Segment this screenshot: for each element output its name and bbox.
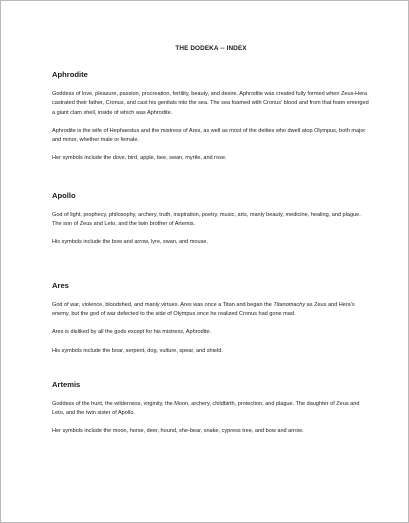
section-apollo (52, 191, 370, 248)
section-heading: Ares (52, 280, 69, 290)
document-title: THE DODEKA -- INDEX (175, 45, 247, 52)
paragraph: Her symbols include the moon, horse, deer, hound, she-bear, snake, cypress tree, and bow and arrow. (52, 428, 304, 435)
italic-term: Titanomachy (273, 301, 306, 308)
section-ares (52, 281, 370, 356)
paragraph: Her symbols include the dove, bird, apple, bee, swan, myrtle, and rose. (52, 155, 227, 162)
paragraph: Goddess of love, pleasure, passion, procreation, fertility, beauty, and desire. Aphrodite was created fully formed when Zeus-Hera castrated their father, Cronus, and cast his genitals into the sea. The sea foamed with Cronus' blood and from that foam emerged a giant clam shell, inside of which was Aphrodite. (52, 91, 369, 116)
page-body (52, 45, 370, 446)
paragraph: God of light, prophecy, philosophy, archery, truth, inspiration, poetry, music, arts, manly beauty, medicine, healing, and plague. The son of Zeus and Leto, and the twin brother of Artemis. (52, 211, 361, 228)
paragraph: Goddess of the hunt, the wilderness, virginity, the Moon, archery, childbirth, protection, and plague. The daughter of Zeus and Leto, and the twin sister of Apollo. (52, 400, 360, 417)
paragraph: His symbols include the bow and arrow, lyre, swan, and mouse. (52, 239, 209, 246)
paragraph-text: as Zeus and Hera's enemy, but the god of war defected to the side of Olympus once he realized Cronus had gone mad. (52, 301, 355, 317)
paragraph: Ares is disliked by all the gods except for his mistress, Aphrodite. (52, 329, 212, 336)
paragraph (52, 301, 370, 320)
paragraph: Aphrodite is the wife of Hephaestus and the mistress of Ares, as well as most of the deities who dwell atop Olympus, both major and minor, whether male or female. (52, 127, 366, 144)
section-artemis (52, 380, 370, 437)
section-heading: Apollo (52, 190, 76, 200)
paragraph-text: God of war, violence, bloodshed, and manly virtues. Ares was once a Titan and began the (52, 301, 274, 308)
section-heading: Artemis (52, 379, 81, 389)
paragraph: His symbols include the boar, serpent, dog, vulture, spear, and shield. (52, 347, 223, 354)
section-aphrodite (52, 70, 370, 164)
section-heading: Aphrodite (52, 70, 88, 79)
